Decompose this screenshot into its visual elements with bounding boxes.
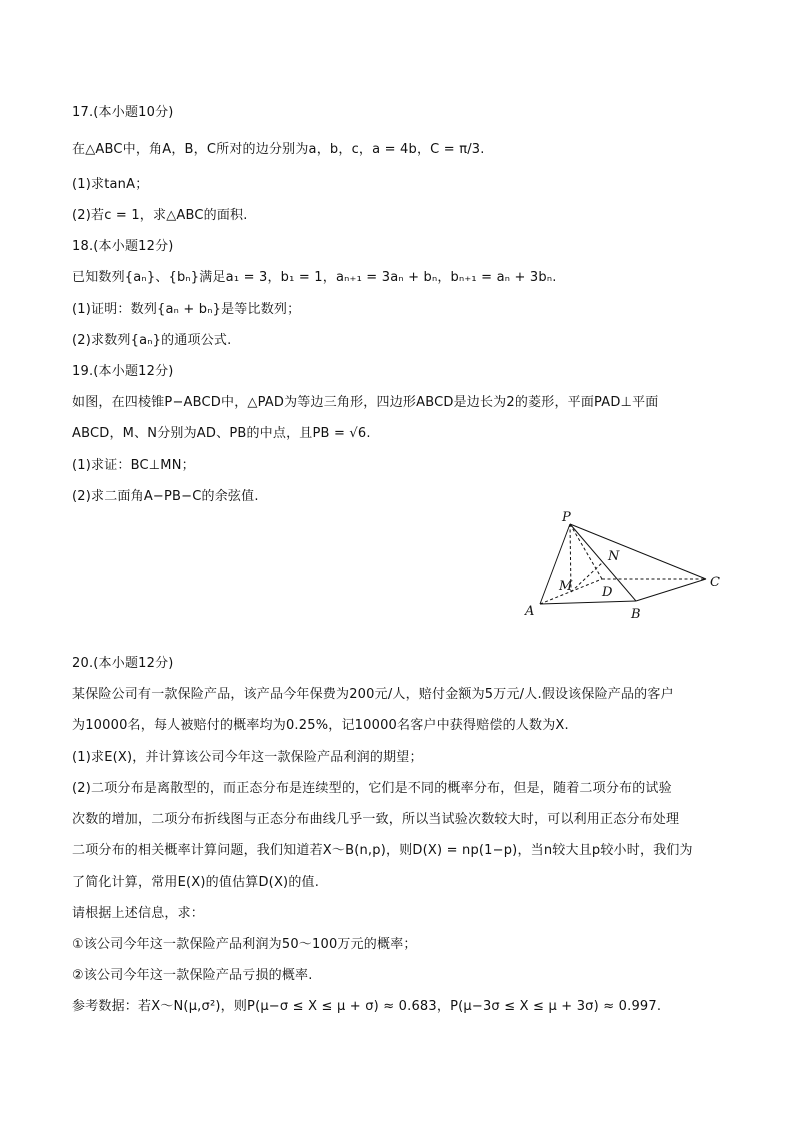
- label-M: M: [559, 579, 573, 594]
- q20-part2-line2: 次数的增加，二项分布折线图与正态分布曲线几乎一致，所以当试验次数较大时，可以利用正态分布处理: [72, 812, 680, 827]
- label-C: C: [710, 575, 720, 590]
- q19-part1: (1)求证：BC⊥MN；: [72, 458, 195, 473]
- label-B: B: [631, 607, 641, 622]
- edge-PD: [570, 524, 602, 579]
- q20-part2-line4: 了简化计算，常用E(X)的值估算D(X)的值.: [72, 875, 320, 890]
- q17-part2: (2)若c = 1，求△ABC的面积.: [72, 208, 248, 223]
- q18-part2: (2)求数列{aₙ}的通项公式.: [72, 333, 232, 348]
- q20-sub1: ①该公司今年这一款保险产品利润为50～100万元的概率；: [72, 937, 417, 952]
- q19-stem-line2: ABCD，M、N分别为AD、PB的中点，且PB = √6.: [72, 426, 371, 441]
- q20-part2-line3: 二项分布的相关概率计算问题，我们知道若X～B(n,p)，则D(X) = np(1−p)，当n较大且p较小时，我们为: [72, 843, 693, 858]
- label-D: D: [602, 585, 613, 600]
- q17-stem: 在△ABC中，角A，B，C所对的边分别为a，b，c，a = 4b，C = π/3.: [72, 142, 485, 157]
- q20-prompt: 请根据上述信息，求：: [72, 906, 205, 921]
- label-N: N: [608, 549, 620, 564]
- q20-stem-line2: 为10000名，每人被赔付的概率均为0.25%，记10000名客户中获得赔偿的人数为X.: [72, 718, 569, 733]
- q20-stem-line1: 某保险公司有一款保险产品，该产品今年保费为200元/人，赔付金额为5万元/人.假设该保险产品的客户: [72, 687, 674, 702]
- q19-header: 19.(本小题12分): [72, 364, 174, 379]
- edge-BC: [636, 579, 706, 601]
- label-A: A: [525, 604, 535, 619]
- edge-PC: [570, 524, 706, 579]
- pyramid-figure: [520, 508, 730, 626]
- q17-header: 17.(本小题10分): [72, 105, 174, 120]
- q18-stem: 已知数列{aₙ}、{bₙ}满足a₁ = 3，b₁ = 1，aₙ₊₁ = 3aₙ + bₙ，bₙ₊₁ = aₙ + 3bₙ.: [72, 270, 557, 285]
- q18-part1: (1)证明：数列{aₙ + bₙ}是等比数列；: [72, 302, 301, 317]
- q20-reference: 参考数据：若X～N(μ,σ²)，则P(μ−σ ≤ X ≤ μ + σ) ≈ 0.683，P(μ−3σ ≤ X ≤ μ + 3σ) ≈ 0.997.: [72, 999, 662, 1014]
- q18-header: 18.(本小题12分): [72, 239, 174, 254]
- segment-MN: [571, 562, 603, 592]
- q20-part2-line1: (2)二项分布是离散型的，而正态分布是连续型的，它们是不同的概率分布，但是，随着二项分布的试验: [72, 781, 672, 796]
- q20-header: 20.(本小题12分): [72, 656, 174, 671]
- q20-part1: (1)求E(X)，并计算该公司今年这一款保险产品利润的期望；: [72, 750, 423, 765]
- q19-part2: (2)求二面角A−PB−C的余弦值.: [72, 489, 259, 504]
- q17-part1: (1)求tanA；: [72, 177, 149, 192]
- q20-sub2: ②该公司今年这一款保险产品亏损的概率.: [72, 968, 313, 983]
- q19-stem-line1: 如图，在四棱锥P−ABCD中，△PAD为等边三角形，四边形ABCD是边长为2的菱形，平面PAD⊥平面: [72, 395, 659, 410]
- edge-AB: [540, 601, 636, 604]
- label-P: P: [562, 510, 571, 525]
